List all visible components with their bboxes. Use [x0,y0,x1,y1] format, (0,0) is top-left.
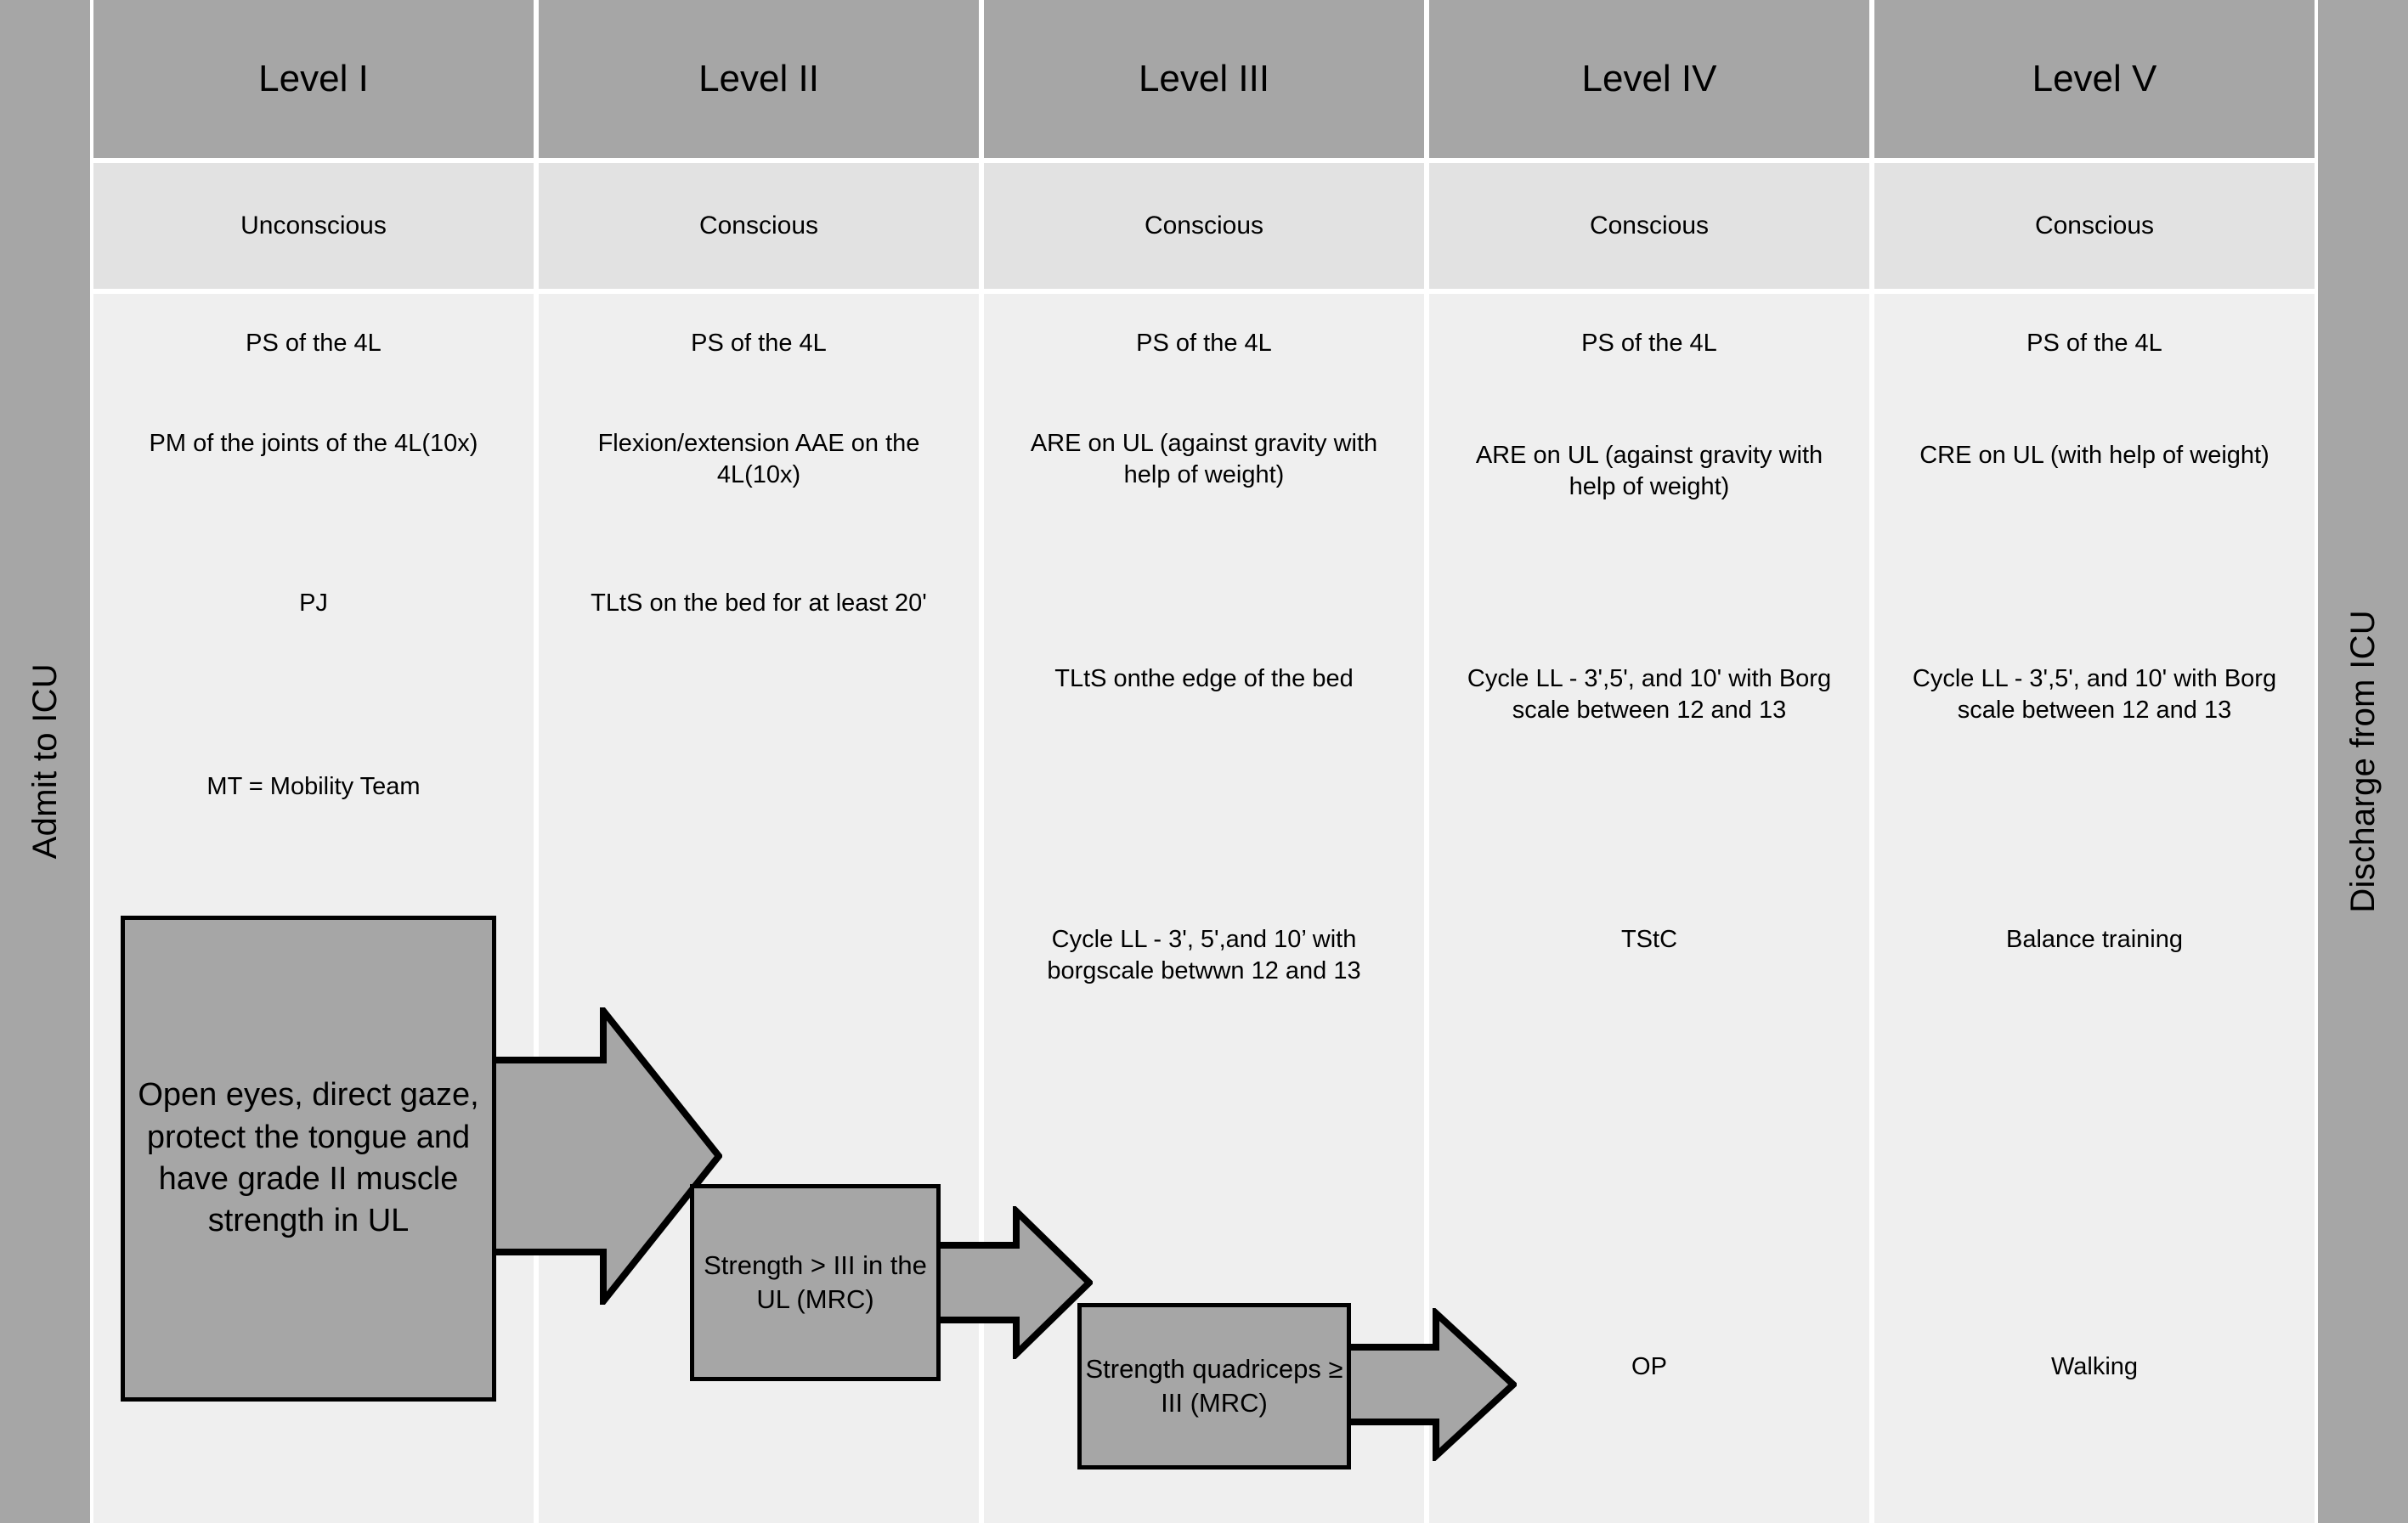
list-item: MT = Mobility Team [206,773,421,800]
column-state-level-2: Conscious [539,163,979,289]
arrow-level3-to-level4-icon [1334,1308,1517,1461]
list-item: Cycle LL - 3',5', and 10' with Borg scale between 12 and 13 [1912,665,2277,725]
list-item: Cycle LL - 3',5', and 10' with Borg scale between 12 and 13 [1467,665,1832,725]
list-item: PM of the joints of the 4L(10x) [149,430,478,457]
list-item: OP [1631,1353,1667,1380]
discharge-from-icu-bar [2318,0,2408,1523]
criteria-box-2: Strength > III in the UL (MRC) [690,1184,941,1381]
list-item: ARE on UL (against gravity with help of weight) [1475,442,1823,501]
list-item: Balance training [2006,926,2183,953]
list-item: Walking [2050,1353,2139,1380]
column-level-4 [1429,0,1869,1523]
admit-to-icu-bar [0,0,90,1523]
column-header-level-2: Level II [539,0,979,158]
list-item: TLtS onthe edge of the bed [1054,665,1354,692]
list-item: PS of the 4L [691,330,827,357]
column-state-level-5: Conscious [1874,163,2315,289]
list-item: Cycle LL - 3', 5',and 10’ with borgscale betwwn 12 and 13 [1047,926,1361,985]
list-item: TLtS on the bed for at least 20' [591,589,927,617]
column-header-level-5: Level V [1874,0,2315,158]
arrow-level2-to-level3-icon [923,1206,1093,1359]
list-item: PJ [299,589,328,617]
arrow-level1-to-level2-icon [476,1007,722,1305]
list-item: PS of the 4L [246,330,382,357]
column-header-level-3: Level III [984,0,1424,158]
column-body-level-5 [1874,294,2315,1523]
column-level-5 [1874,0,2315,1523]
column-header-level-4: Level IV [1429,0,1869,158]
criteria-box-3: Strength quadriceps ≥ III (MRC) [1077,1303,1351,1469]
list-item: PS of the 4L [1136,330,1272,357]
column-state-level-4: Conscious [1429,163,1869,289]
list-item: TStC [1620,926,1678,953]
list-item: PS of the 4L [1581,330,1717,357]
criteria-box-1: Open eyes, direct gaze, protect the tongue and have grade II muscle strength in UL [121,916,496,1402]
list-item: CRE on UL (with help of weight) [1919,442,2270,469]
column-header-level-1: Level I [93,0,534,158]
discharge-from-icu-label: Discharge from ICU [2343,610,2382,913]
column-state-level-1: Unconscious [93,163,534,289]
list-item: ARE on UL (against gravity with help of weight) [1030,430,1378,489]
list-item: Flexion/extension AAE on the 4L(10x) [597,430,920,489]
list-item: PS of the 4L [2026,330,2162,357]
column-state-level-3: Conscious [984,163,1424,289]
admit-to-icu-label: Admit to ICU [25,663,64,860]
